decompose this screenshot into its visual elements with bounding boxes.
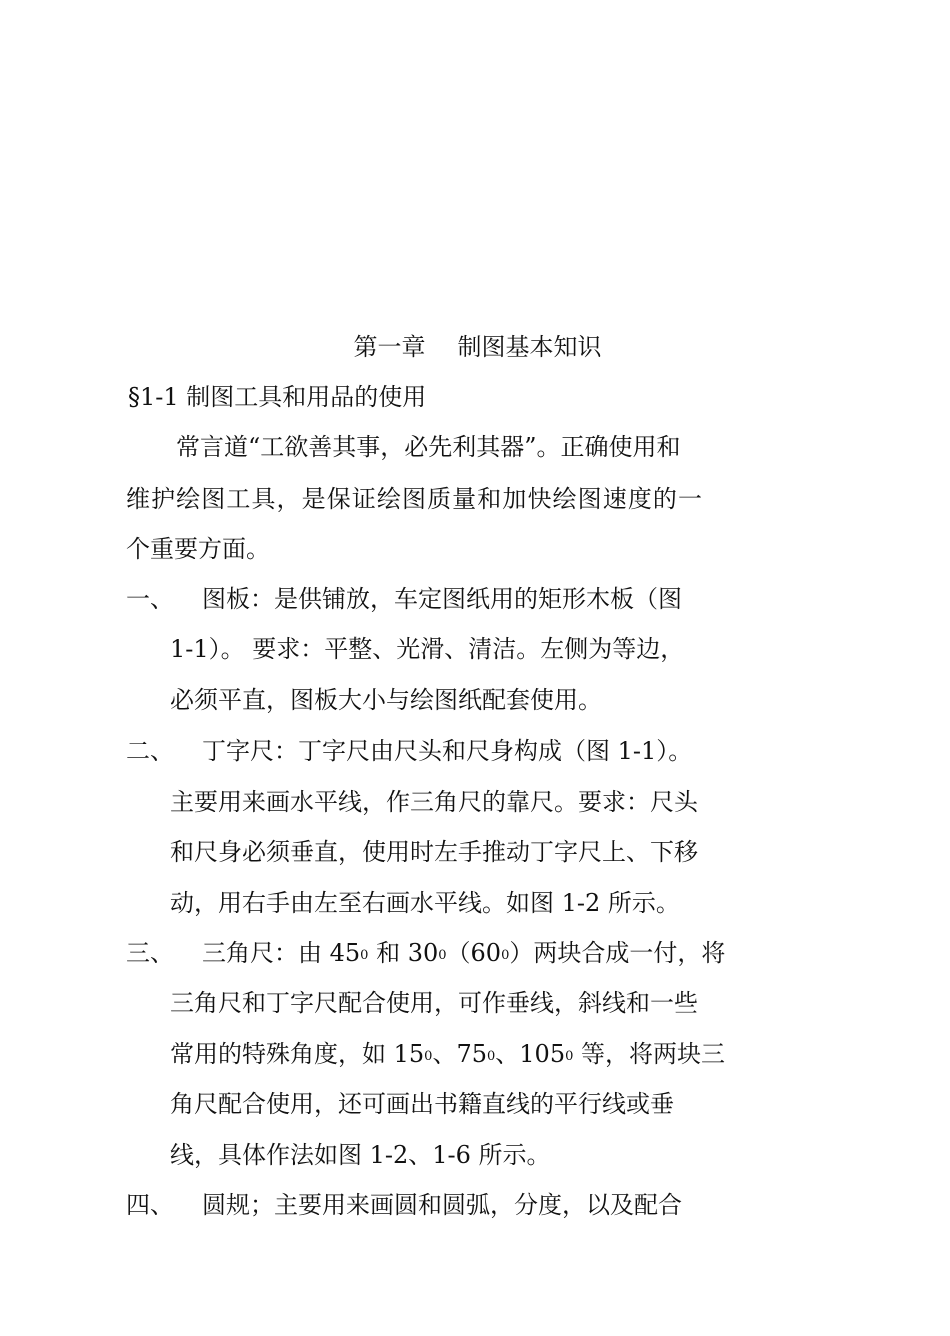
list-marker-1: 一、 [126,585,174,613]
item-3-line-3: 常用的特殊角度，如 150、750、1050 等，将两块三 [170,1040,726,1068]
chapter-name: 制图基本知识 [457,333,602,361]
intro-line-1: 常言道“工欲善其事，必先利其器”。正确使用和 [176,433,681,461]
list-marker-2: 二、 [126,737,174,765]
item-3-line-1: 三角尺：由 450 和 300（600）两块合成一付，将 [202,939,726,967]
item-2-line-3: 和尺身必须垂直，使用时左手推动丁字尺上、下移 [170,838,698,866]
list-marker-4: 四、 [126,1191,174,1219]
item-1-line-1: 图板：是供铺放，车定图纸用的矩形木板（图 [202,585,682,613]
item-2-line-1: 丁字尺：丁字尺由尺头和尺身构成（图 1-1）。 [202,737,693,765]
item-3-line-2: 三角尺和丁字尺配合使用，可作垂线，斜线和一些 [170,989,698,1017]
item-4-line-1: 圆规；主要用来画圆和圆弧，分度，以及配合 [202,1191,682,1219]
chapter-number: 第一章 [353,333,426,361]
section-heading: §1-1 制图工具和用品的使用 [128,383,427,411]
item-1-line-2: 1-1）。 要求：平整、光滑、清洁。左侧为等边， [170,635,685,663]
item-2-line-2: 主要用来画水平线，作三角尺的靠尺。要求：尺头 [170,788,698,816]
item-1-line-3: 必须平直，图板大小与绘图纸配套使用。 [170,686,602,714]
item-2-line-4: 动，用右手由左至右画水平线。如图 1-2 所示。 [170,889,680,917]
chapter-title [0,332,950,362]
item-3-line-4: 角尺配合使用，还可画出书籍直线的平行线或垂 [170,1090,674,1118]
intro-line-2: 维护绘图工具，是保证绘图质量和加快绘图速度的一 [126,485,702,513]
intro-line-3: 个重要方面。 [126,535,270,563]
item-3-line-5: 线，具体作法如图 1-2、1-6 所示。 [170,1141,551,1169]
list-marker-3: 三、 [126,939,174,967]
